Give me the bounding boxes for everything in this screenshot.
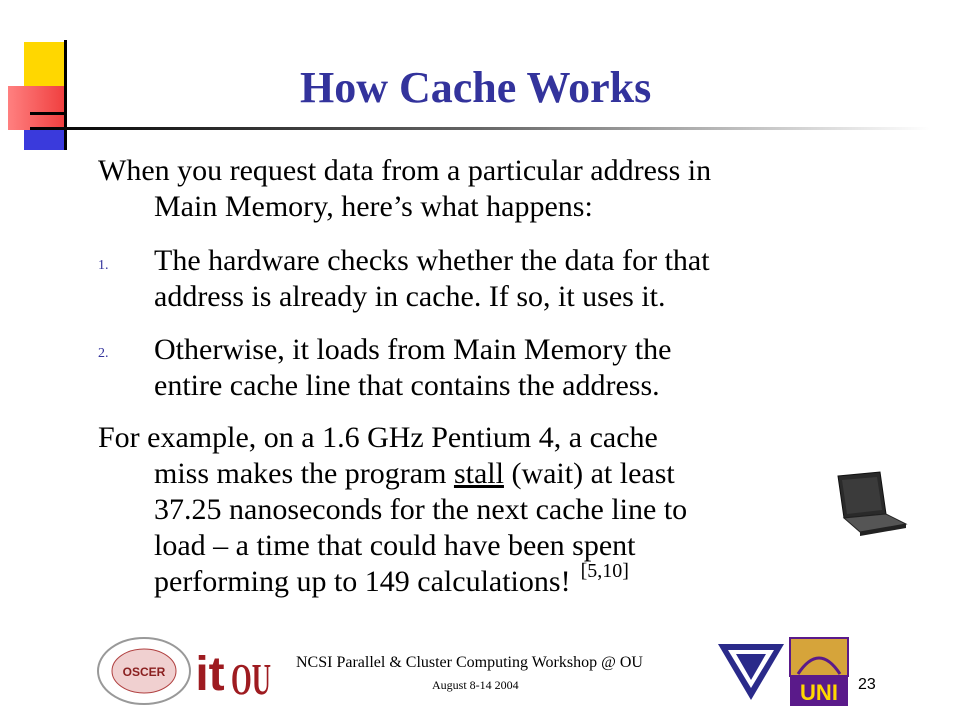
list-item-2-line-2: entire cache line that contains the address. <box>154 369 660 402</box>
ou-text: OU <box>231 655 271 704</box>
page-number: 23 <box>858 676 876 693</box>
list-item-1-line-2: address is already in cache. If so, it uses it. <box>154 280 666 313</box>
it-logo <box>188 640 232 700</box>
example-line-2-start: miss makes the program <box>154 457 454 490</box>
intro-line-2: Main Memory, here’s what happens: <box>154 190 593 223</box>
example-line-5-text: performing up to 149 calculations! <box>154 565 571 598</box>
list-item-2-line-1: Otherwise, it loads from Main Memory the <box>154 333 672 366</box>
item-number-1: 1. <box>98 258 109 273</box>
list-item-2 <box>154 332 864 404</box>
example-line-2 <box>98 456 858 492</box>
citation: [5,10] <box>580 560 629 582</box>
list-item-1 <box>154 243 864 315</box>
triangle-logo <box>716 640 786 702</box>
example-line-3: 37.25 nanoseconds for the next cache line to <box>154 493 688 526</box>
uni-text: UNI <box>800 680 838 705</box>
example-line-4: load – a time that could have been spent <box>154 529 636 562</box>
corner-decoration <box>0 0 120 160</box>
oscer-text: OSCER <box>122 665 166 679</box>
stall-term: stall <box>453 457 504 490</box>
intro-paragraph <box>98 153 858 225</box>
item-number-2: 2. <box>98 346 109 361</box>
intro-line-1: When you request data from a particular address in <box>98 154 712 187</box>
oscer-logo <box>96 636 192 706</box>
ou-logo <box>230 638 272 702</box>
laptop-icon <box>830 470 910 540</box>
example-line-1: For example, on a 1.6 GHz Pentium 4, a cache <box>98 421 658 454</box>
example-line-2-end: (wait) at least <box>503 457 675 490</box>
list-item-1-line-1: The hardware checks whether the data for that <box>154 244 710 277</box>
uni-logo <box>788 636 850 708</box>
footer-dates: August 8-14 2004 <box>432 678 519 692</box>
example-line-5 <box>98 560 858 603</box>
slide-title: How Cache Works <box>300 63 652 112</box>
title-divider <box>30 127 930 130</box>
example-paragraph <box>98 420 858 603</box>
footer-workshop: NCSI Parallel & Cluster Computing Workshop @ OU <box>296 654 643 671</box>
it-text: it <box>195 648 225 701</box>
